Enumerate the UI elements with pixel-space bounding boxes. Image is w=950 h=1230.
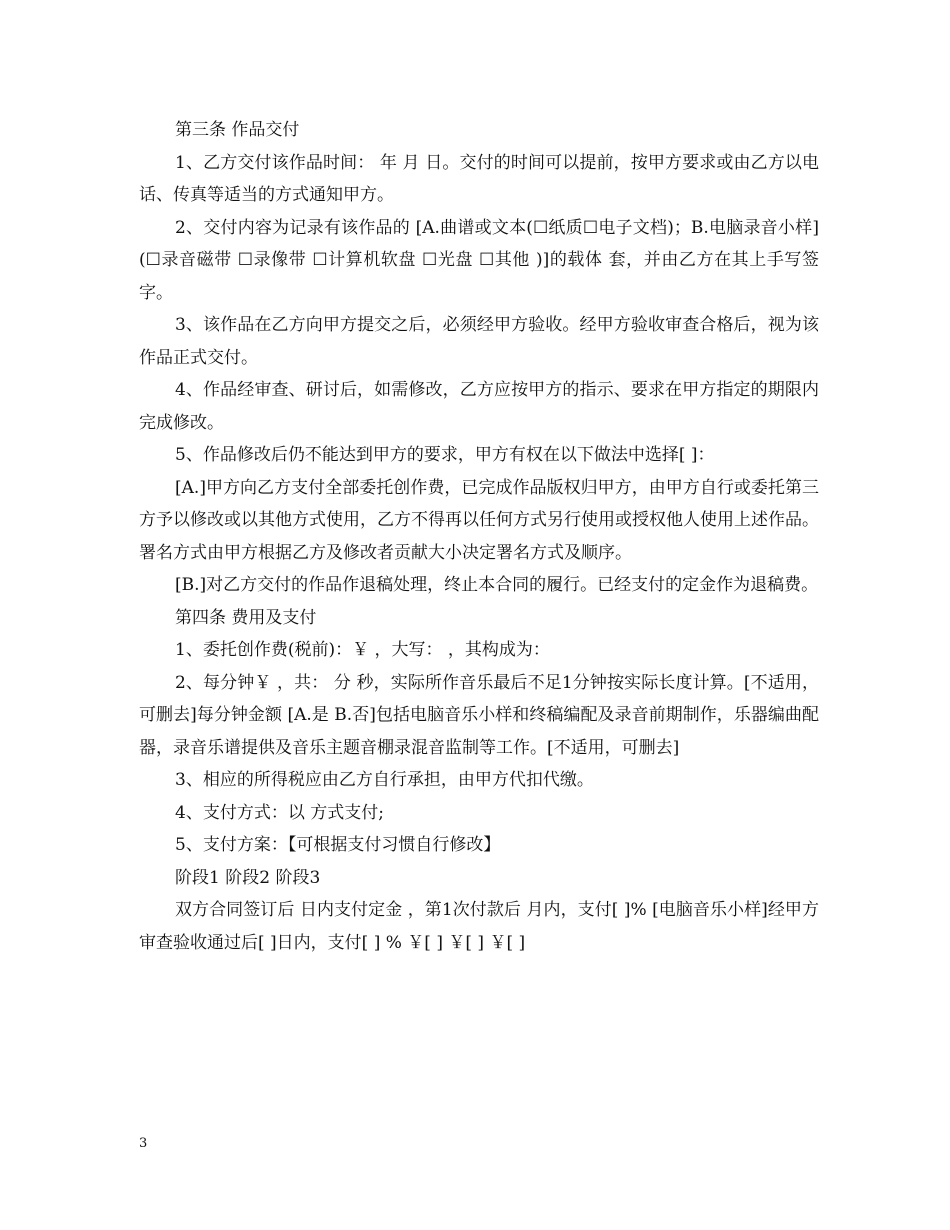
document-body bbox=[139, 114, 819, 959]
paragraph-payment-plan: 5、支付方案：【可根据支付习惯自行修改】 bbox=[175, 835, 501, 855]
paragraph-commission-fee: 1、委托创作费(税前)：￥ ，大写： ，其构成为： bbox=[175, 640, 550, 660]
paragraph-per-minute-fee: 2、每分钟￥ ，共： 分 秒，实际所作音乐最后不足1分钟按实际长度计算。[不适用，可删去]每分钟金额 [A.是 B.否]包括电脑音乐小样和终稿编配及录音前期制作，乐器编曲配器，录音乐谱提供及音乐主题音棚录混音监制等工作。[不适用，可删去] bbox=[139, 672, 819, 758]
section-heading-article-4: 第四条 费用及支付 bbox=[175, 607, 317, 628]
paragraph-payment-method: 4、支付方式：以 方式支付; bbox=[175, 802, 384, 823]
paragraph-revision-failure: 5、作品修改后仍不能达到甲方的要求，甲方有权在以下做法中选择[ ]： bbox=[175, 445, 715, 465]
paragraph-option-b: [B.]对乙方交付的作品作退稿处理，终止本合同的履行。已经支付的定金作为退稿费。 bbox=[175, 575, 819, 595]
paragraph-delivery-time: 1、乙方交付该作品时间： 年 月 日。交付的时间可以提前，按甲方要求或由乙方以电话、传真等适当的方式通知甲方。 bbox=[139, 152, 819, 205]
section-heading-article-3: 第三条 作品交付 bbox=[175, 120, 300, 140]
paragraph-payment-schedule: 双方合同签订后 日内支付定金 ，第1次付款后 月内，支付[ ]% [电脑音乐小样]经甲方审查验收通过后[ ]日内，支付[ ] % ￥[ ] ￥[ ] ￥[ ] bbox=[139, 900, 819, 953]
paragraph-option-a: [A.]甲方向乙方支付全部委托创作费，已完成作品版权归甲方，由甲方自行或委托第三方予以修改或以其他方式使用，乙方不得再以任何方式另行使用或授权他人使用上述作品。署名方式由甲方根据乙方及修改者贡献大小决定署名方式及顺序。 bbox=[139, 477, 819, 563]
paragraph-income-tax: 3、相应的所得税应由乙方自行承担，由甲方代扣代缴。 bbox=[175, 770, 594, 790]
paragraph-acceptance: 3、该作品在乙方向甲方提交之后，必须经甲方验收。经甲方验收审查合格后，视为该作品正式交付。 bbox=[139, 315, 819, 368]
paragraph-delivery-content: 2、交付内容为记录有该作品的 [A.曲谱或文本(☐纸质☐电子文档)；B.电脑录音小样](☐录音磁带 ☐录像带 ☐计算机软盘 ☐光盘 ☐其他 )]的载体 套，并由乙方在其上手写签字。 bbox=[139, 217, 819, 303]
paragraph-payment-stages: 阶段1 阶段2 阶段3 bbox=[175, 867, 321, 888]
paragraph-revision: 4、作品经审查、研讨后，如需修改，乙方应按甲方的指示、要求在甲方指定的期限内完成修改。 bbox=[139, 380, 819, 433]
page-number: 3 bbox=[139, 1136, 148, 1151]
